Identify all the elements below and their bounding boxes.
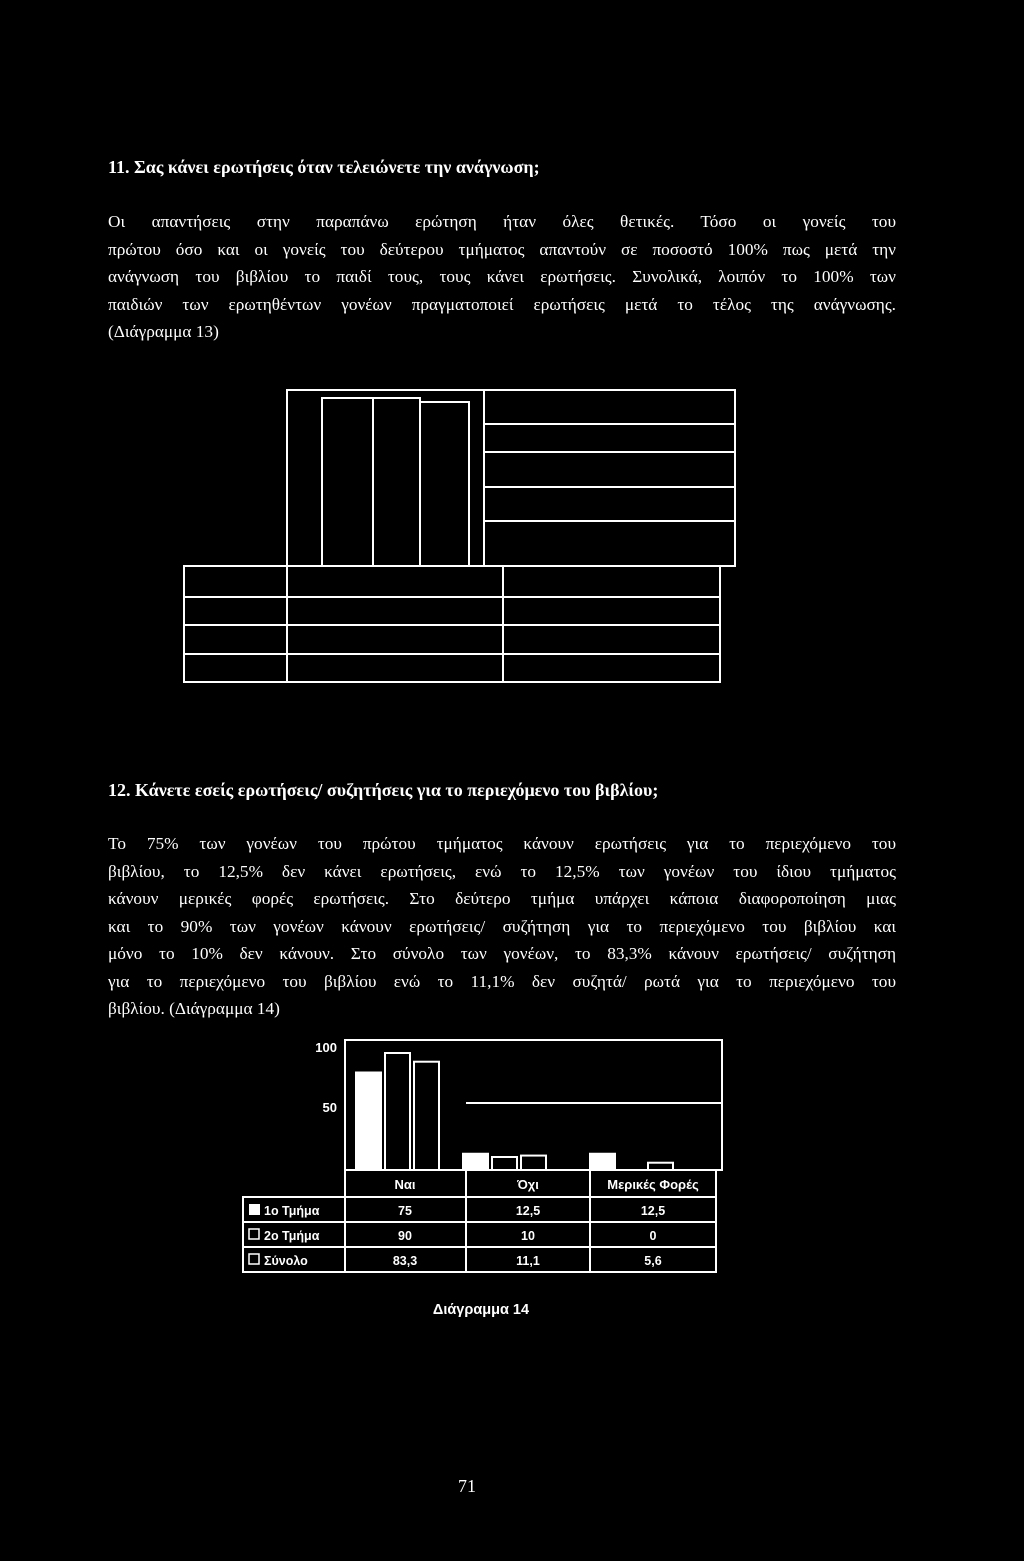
paragraph-line: βιβλίου, το 12,5% δεν κάνει ερωτήσεις, ενώ το 12,5% των γονέων του ίδιου τμήματος — [108, 861, 896, 881]
section-12-heading: 12. Κάνετε εσείς ερωτήσεις/ συζητήσεις για το περιεχόμενο του βιβλίου; — [108, 780, 659, 800]
bar-1-3 — [590, 1154, 615, 1170]
bar-2-2 — [492, 1157, 517, 1170]
bar-3-2 — [521, 1156, 546, 1170]
table-row-label: 2ο Τμήμα — [264, 1229, 320, 1243]
paragraph-line: ανάγνωση του βιβλίου το παιδί τους, τους κάνει ερωτήσεις. Συνολικά, λοιπόν το 100% των — [108, 267, 896, 286]
bar-1-1 — [356, 1073, 381, 1171]
paragraph-line: (Διάγραμμα 13) — [108, 322, 219, 341]
table-cell: 10 — [521, 1229, 535, 1243]
paragraph-line: βιβλίου. (Διάγραμμα 14) — [108, 999, 280, 1018]
table-column-header: Μερικές Φορές — [607, 1177, 699, 1192]
table-row-label: 1ο Τμήμα — [264, 1204, 320, 1218]
table-row-label: Σύνολο — [264, 1254, 308, 1268]
table-cell: 83,3 — [392, 1254, 418, 1268]
legend-swatch-outline — [249, 1254, 259, 1264]
table-cell: 12,5 — [640, 1204, 666, 1218]
bar-2-1 — [385, 1053, 410, 1170]
diagram-14-caption: Διάγραμμα 14 — [432, 1302, 530, 1318]
y-tick-label: 100 — [315, 1040, 337, 1055]
paragraph-line: για το περιεχόμενο του βιβλίου ενώ το 11,1% δεν συζητά/ ρωτά για το περιεχόμενο του — [108, 971, 896, 991]
page-number: 71 — [458, 1476, 476, 1496]
table-cell: 90 — [398, 1229, 412, 1243]
plot-frame — [345, 1040, 722, 1170]
paragraph-line: μόνο το 10% δεν κάνουν. Στο σύνολο των γονέων, το 83,3% κάνουν ερωτήσεις/ συζήτηση — [108, 944, 896, 963]
paragraph-line: πρώτου όσο και οι γονείς του δεύτερου τμήματος απαντούν σε ποσοστό 100% πως μετά την — [108, 239, 896, 259]
legend-swatch-outline — [249, 1229, 259, 1239]
bar-3-1 — [414, 1062, 439, 1170]
table-column-header: Όχι — [517, 1177, 539, 1192]
paragraph-line: και το 90% των γονέων κάνουν ερωτήσεις/ συζήτηση για το περιεχόμενο του βιβλίου και — [108, 916, 896, 936]
table-cell: 11,1 — [516, 1254, 540, 1268]
table-cell: 12,5 — [515, 1204, 541, 1218]
legend-swatch-solid — [249, 1204, 260, 1215]
table-cell: 75 — [398, 1204, 412, 1218]
table-column-header: Ναι — [394, 1177, 416, 1192]
table-cell: 5,6 — [644, 1254, 662, 1268]
table-cell: 0 — [649, 1229, 657, 1243]
paragraph-line: κάνουν μερικές φορές ερωτήσεις. Στο δεύτερο τμήμα υπάρχει κάποια διαφοροποίηση μιας — [108, 889, 896, 908]
bar-1-2 — [463, 1154, 488, 1170]
bar-group — [356, 1053, 673, 1170]
paragraph-line: Το 75% των γονέων του πρώτου τμήματος κάνουν ερωτήσεις για το περιεχόμενο του — [108, 834, 896, 853]
paragraph-line: παιδιών των ερωτηθέντων γονέων πραγματοποιεί ερωτήσεις μετά το τέλος της ανάγνωσης. — [108, 294, 896, 314]
bar-3-3 — [648, 1163, 673, 1170]
section-11-heading: 11. Σας κάνει ερωτήσεις όταν τελειώνετε την ανάγνωση; — [108, 157, 540, 177]
y-tick-label: 50 — [322, 1100, 337, 1115]
paragraph-line: Οι απαντήσεις στην παραπάνω ερώτηση ήταν όλες θετικές. Τόσο οι γονείς του — [108, 212, 896, 231]
